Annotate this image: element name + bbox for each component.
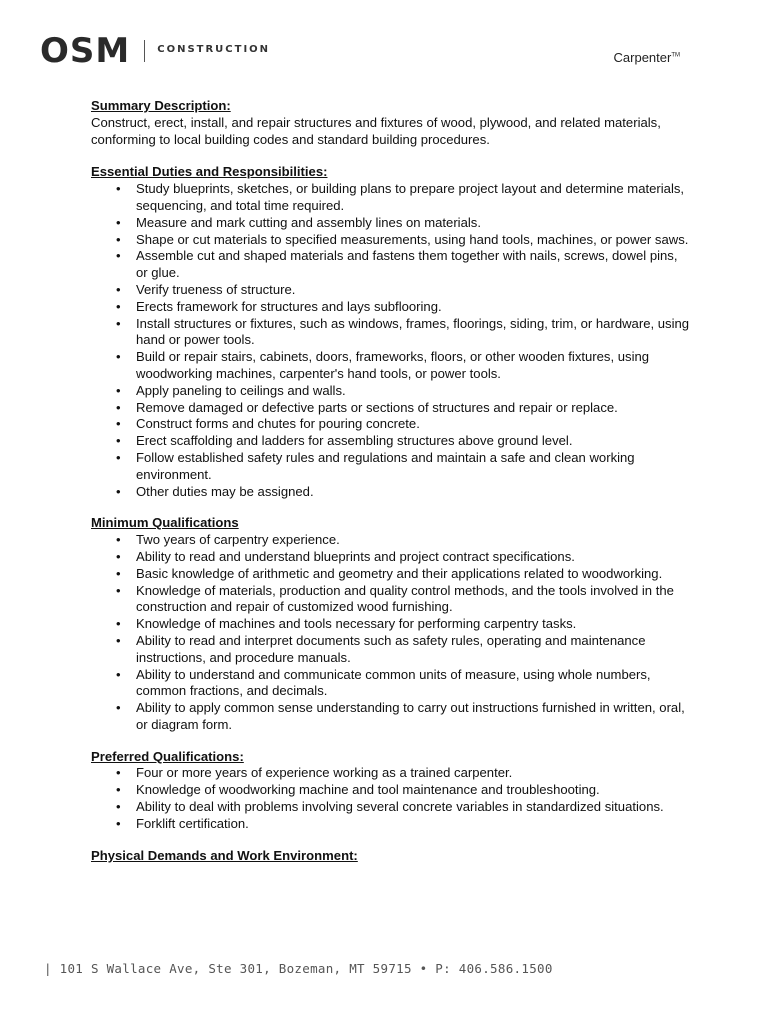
- list-item: • Study blueprints, sketches, or building plans to prepare project layout and determine materials, sequencing, and total time required.: [136, 181, 691, 215]
- list-item: • Follow established safety rules and regulations and maintain a safe and clean working environment.: [136, 450, 691, 484]
- list-item: • Ability to read and interpret documents such as safety rules, operating and maintenance instructions, and procedure manuals.: [136, 633, 691, 667]
- list-item: • Assemble cut and shaped materials and fastens them together with nails, screws, dowel pins, or glue.: [136, 248, 691, 282]
- list-item: • Build or repair stairs, cabinets, doors, frameworks, floors, or other wooden fixtures, using woodworking machines, carpenter's hand tools, or power tools.: [136, 349, 691, 383]
- list-item: • Four or more years of experience working as a trained carpenter.: [136, 765, 691, 782]
- physical-demands-heading: Physical Demands and Work Environment:: [91, 847, 358, 863]
- list-item: • Construct forms and chutes for pouring concrete.: [136, 416, 691, 433]
- list-item: • Knowledge of woodworking machine and tool maintenance and troubleshooting.: [136, 782, 691, 799]
- list-item: • Remove damaged or defective parts or sections of structures and repair or replace.: [136, 400, 691, 417]
- list-item: • Two years of carpentry experience.: [136, 532, 691, 549]
- minimum-qualifications-list: [91, 532, 691, 734]
- duties-heading: Essential Duties and Responsibilities:: [91, 164, 328, 180]
- preferred-qualifications-list: [91, 765, 691, 832]
- list-item: • Basic knowledge of arithmetic and geometry and their applications related to woodworking.: [136, 566, 691, 583]
- list-item: • Erects framework for structures and lays subflooring.: [136, 299, 691, 316]
- document-title: [614, 50, 680, 65]
- document-title-text: Carpenter: [613, 50, 672, 65]
- minimum-qualifications-heading: Minimum Qualifications: [91, 515, 239, 531]
- list-item: • Erect scaffolding and ladders for assembling structures above ground level.: [136, 433, 691, 450]
- preferred-qualifications-heading: Preferred Qualifications:: [91, 748, 244, 764]
- list-item: • Verify trueness of structure.: [136, 282, 691, 299]
- logo-subtext: CONSTRUCTION: [157, 43, 271, 55]
- list-item: • Ability to understand and communicate common units of measure, using whole numbers, common fractions, and decimals.: [136, 667, 691, 701]
- trademark-mark: TM: [671, 52, 680, 59]
- list-item: • Shape or cut materials to specified measurements, using hand tools, machines, or power saws.: [136, 232, 691, 249]
- list-item: • Install structures or fixtures, such as windows, frames, floorings, siding, trim, or hardware, using hand or power tools.: [136, 316, 691, 350]
- list-item: • Ability to apply common sense understanding to carry out instructions furnished in written, oral, or diagram form.: [136, 700, 691, 734]
- page-footer-address: | 101 S Wallace Ave, Ste 301, Bozeman, MT 59715 • P: 406.586.1500: [44, 961, 553, 976]
- document-body: [91, 98, 691, 864]
- page-header: [40, 31, 740, 74]
- list-item: • Apply paneling to ceilings and walls.: [136, 383, 691, 400]
- duties-list: [91, 181, 691, 500]
- summary-heading: Summary Description:: [91, 98, 231, 113]
- list-item: • Other duties may be assigned.: [136, 484, 691, 501]
- list-item: • Ability to read and understand blueprints and project contract specifications.: [136, 549, 691, 566]
- logo-mark: OSM: [40, 31, 131, 71]
- list-item: • Ability to deal with problems involving several concrete variables in standardized situations.: [136, 799, 691, 816]
- list-item: • Knowledge of machines and tools necessary for performing carpentry tasks.: [136, 616, 691, 633]
- company-logo: [40, 31, 271, 71]
- logo-divider: [144, 40, 145, 62]
- list-item: • Measure and mark cutting and assembly lines on materials.: [136, 215, 691, 232]
- list-item: • Knowledge of materials, production and quality control methods, and the tools involved in the construction and repair of customized wood furnishing.: [136, 583, 691, 617]
- summary-text: Construct, erect, install, and repair structures and fixtures of wood, plywood, and related materials, conforming to local building codes and standard building procedures.: [91, 114, 661, 147]
- list-item: • Forklift certification.: [136, 816, 691, 833]
